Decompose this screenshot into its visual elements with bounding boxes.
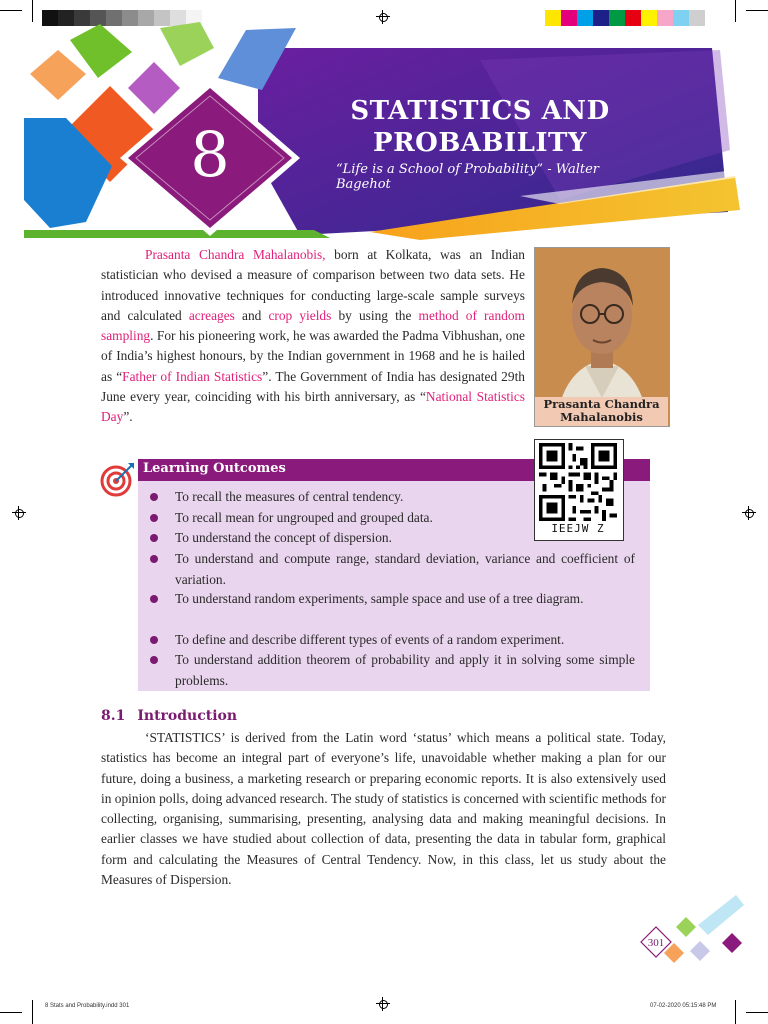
intro-paragraph (101, 245, 525, 428)
slug-timestamp: 07-02-2020 05:15:48 PM (650, 1003, 717, 1009)
bullet-icon (150, 595, 158, 603)
bullet-icon (150, 636, 158, 644)
section-title: Introduction (137, 708, 238, 724)
intro-text: born at Kolkata, was an Indian statistician who devised a measure of comparison between two data sets. He introduced innovative techniques for conducting large-scale sample surveys and calculated (101, 247, 525, 323)
chapter-title (330, 95, 630, 159)
chapter-title-line1: STATISTICS AND (350, 96, 610, 126)
intro-text: ”. The Government of India has designated 29th June every year, coinciding with his birth anniversary, as “ (101, 368, 525, 405)
slug-file-name: 8 Stats and Probability.indd 301 (45, 1003, 130, 1009)
intro-text: . For his pioneering work, he was awarded the Padma Vibhushan, one of India’s highest honours, by the Indian government in 1968 and he is hailed as “ (101, 328, 525, 384)
crop-mark (0, 1012, 22, 1013)
portrait-caption-line2: Mahalanobis (560, 410, 643, 424)
chapter-quote: “Life is a School of Probability” - Walter Bagehot (336, 162, 599, 192)
bullet-icon (150, 514, 158, 522)
chapter-number: 8 (190, 118, 230, 191)
learning-outcome-item: To define and describe different types of events of a random experiment. (175, 632, 565, 647)
section-body: ‘STATISTICS’ is derived from the Latin word ‘status’ which means a political state. Today, statistics has become an integral part of everyone’s life, unavoidable whether making a plan for our future, doing a business, a marketing research or preparing economic reports. It is also extensively used in opinion polls, doing advanced research. The study of statistics is concerned with scientific methods for collecting, organising, summarising, presenting, analysing data and making meaningful decisions. In earlier classes we have studied about collection of data, presenting the data in tabular form, graphical form and calculating the Measures of Central Tendency. Now, in this class, let us study about the Measures of Dispersion. (101, 730, 666, 888)
registration-mark-bottom (376, 997, 390, 1011)
registration-mark-left (12, 506, 26, 520)
section-number: 8.1 (101, 708, 126, 724)
intro-text: ”. (123, 409, 133, 425)
crop-mark (735, 1000, 736, 1024)
learning-outcome-item: To recall the measures of central tendency. (175, 489, 404, 504)
page-number: 301 (647, 937, 665, 949)
bullet-icon (150, 656, 158, 664)
learning-outcome-item: To recall mean for ungrouped and grouped data. (175, 510, 433, 525)
learning-outcome-item: To understand random experiments, sample space and use of a tree diagram. (175, 591, 584, 606)
chapter-title-line2: PROBABILITY (373, 128, 587, 158)
intro-text: and (234, 307, 269, 323)
link-crop-yields[interactable]: crop yields (268, 307, 332, 323)
registration-mark-right (742, 506, 756, 520)
intro-text: by using the (331, 307, 419, 323)
learning-outcome-item: To understand and compute range, standard deviation, variance and coefficient of variation. (175, 551, 635, 587)
link-father-of-statistics[interactable]: Father of Indian Statistics (122, 368, 263, 384)
learning-outcome-item: To understand addition theorem of probability and apply it in solving some simple problems. (175, 652, 635, 688)
bullet-icon (150, 555, 158, 563)
link-statistics-day[interactable]: National Statistics Day (101, 389, 525, 425)
crop-mark (746, 1012, 768, 1013)
portrait-caption (535, 397, 668, 426)
section-heading (101, 708, 237, 724)
target-icon (100, 461, 136, 497)
portrait-caption-line1: Prasanta Chandra (543, 397, 660, 411)
learning-outcomes-title: Learning Outcomes (143, 461, 286, 476)
link-random-sampling[interactable]: method of random sampling (101, 307, 525, 344)
qr-code-icon[interactable] (539, 443, 617, 521)
link-acreages[interactable]: acreages (188, 307, 235, 323)
qr-code-label: IEEJW Z (551, 522, 605, 535)
bullet-icon (150, 534, 158, 542)
link-mahalanobis[interactable]: Prasanta Chandra Mahalanobis, (145, 247, 326, 262)
bullet-icon (150, 493, 158, 501)
learning-outcome-item: To understand the concept of dispersion. (175, 530, 392, 545)
crop-mark (32, 1000, 33, 1024)
